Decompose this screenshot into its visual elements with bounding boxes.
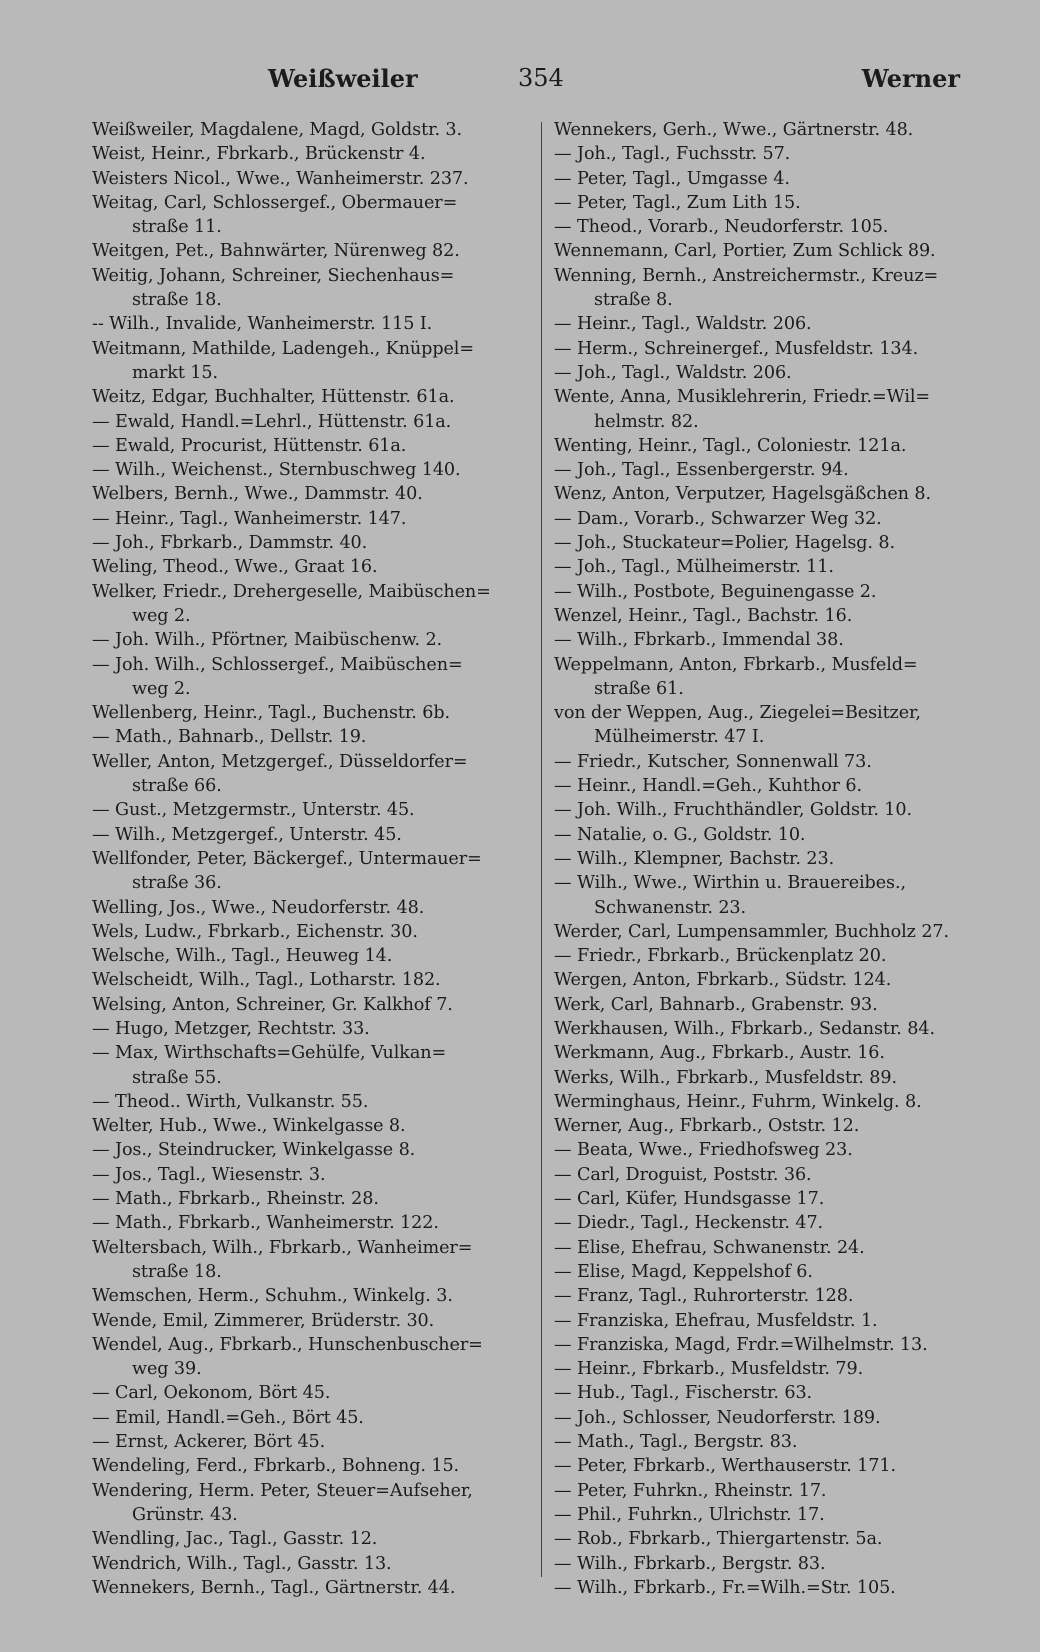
directory-entry-line: — Joh., Tagl., Fuchsstr. 57.	[554, 144, 791, 165]
directory-entry-line: — Elise, Magd, Keppelshof 6.	[554, 1261, 813, 1282]
directory-entry-line: von der Weppen, Aug., Ziegelei=Besitzer,	[554, 703, 921, 724]
directory-entry-line: — Natalie, o. G., Goldstr. 10.	[554, 824, 806, 845]
directory-entry-line: — Dam., Vorarb., Schwarzer Weg 32.	[554, 508, 882, 529]
directory-entry-line: Welker, Friedr., Drehergeselle, Maibüschen=	[92, 581, 491, 602]
directory-entry-line: — Phil., Fuhrkn., Ulrichstr. 17.	[554, 1504, 825, 1525]
directory-entry-line: — Joh. Wilh., Schlossergef., Maibüschen=	[92, 654, 463, 675]
directory-entry-line: Weppelmann, Anton, Fbrkarb., Musfeld=	[554, 654, 918, 675]
directory-entry-line: Weist, Heinr., Fbrkarb., Brückenstr 4.	[92, 144, 426, 165]
directory-entry-line: — Jos., Tagl., Wiesenstr. 3.	[92, 1164, 326, 1185]
directory-entry-line: — Math., Bahnarb., Dellstr. 19.	[92, 727, 367, 748]
directory-entry-line: — Heinr., Fbrkarb., Musfeldstr. 79.	[554, 1359, 864, 1380]
directory-entry-line: — Hugo, Metzger, Rechtstr. 33.	[92, 1018, 370, 1039]
header-left-keyword: Weißweiler	[268, 64, 418, 93]
directory-entry-line: Welsche, Wilh., Tagl., Heuweg 14.	[92, 946, 393, 967]
directory-entry-line: Welbers, Bernh., Wwe., Dammstr. 40.	[92, 484, 423, 505]
directory-entry-line: straße 18.	[132, 1261, 222, 1282]
directory-entry-line: Wendling, Jac., Tagl., Gasstr. 12.	[92, 1529, 378, 1550]
directory-entry-line: — Joh., Tagl., Waldstr. 206.	[554, 362, 792, 383]
directory-entry-line: — Wilh., Klempner, Bachstr. 23.	[554, 848, 835, 869]
directory-entry-line: straße 36.	[132, 873, 222, 894]
directory-entry-line: helmstr. 82.	[594, 411, 699, 432]
header-right-keyword: Werner	[861, 64, 960, 93]
directory-entry-line: Wennekers, Bernh., Tagl., Gärtnerstr. 44.	[92, 1577, 456, 1598]
directory-entry-line: — Peter, Fbrkarb., Werthauserstr. 171.	[554, 1456, 896, 1477]
directory-entry-line: — Wilh., Fbrkarb., Fr.=Wilh.=Str. 105.	[554, 1577, 896, 1598]
directory-entry-line: markt 15.	[132, 362, 218, 383]
directory-entry-line: Wenzel, Heinr., Tagl., Bachstr. 16.	[554, 605, 853, 626]
directory-entry-line: — Peter, Tagl., Umgasse 4.	[554, 168, 790, 189]
directory-entry-line: Wennekers, Gerh., Wwe., Gärtnerstr. 48.	[554, 120, 914, 140]
directory-entry-line: Schwanenstr. 23.	[594, 897, 747, 918]
directory-entry-line: Wende, Emil, Zimmerer, Brüderstr. 30.	[92, 1310, 435, 1331]
directory-entry-line: Werner, Aug., Fbrkarb., Oststr. 12.	[554, 1116, 860, 1137]
directory-entry-line: Wenting, Heinr., Tagl., Coloniestr. 121a.	[554, 435, 907, 456]
right-column	[554, 118, 984, 1600]
directory-entry-line: — Joh. Wilh., Pförtner, Maibüschenw. 2.	[92, 630, 443, 651]
directory-entry-line: Werks, Wilh., Fbrkarb., Musfeldstr. 89.	[554, 1067, 897, 1088]
directory-entry-line: Welsing, Anton, Schreiner, Gr. Kalkhof 7.	[92, 994, 453, 1015]
directory-entry-line: — Math., Tagl., Bergstr. 83.	[554, 1432, 798, 1453]
directory-entry-line: Wellenberg, Heinr., Tagl., Buchenstr. 6b.	[92, 703, 450, 724]
directory-entry-line: Mülheimerstr. 47 I.	[594, 727, 765, 748]
directory-entry-line: Weling, Theod., Wwe., Graat 16.	[92, 557, 378, 578]
directory-entry-line: — Joh. Wilh., Fruchthändler, Goldstr. 10.	[554, 800, 912, 821]
directory-entry-line: Weitmann, Mathilde, Ladengeh., Knüppel=	[92, 338, 474, 359]
directory-entry-line: Wellfonder, Peter, Bäckergef., Untermauer=	[92, 848, 482, 869]
directory-entry-line: — Gust., Metzgermstr., Unterstr. 45.	[92, 800, 415, 821]
directory-entry-line: weg 2.	[132, 678, 191, 699]
directory-entry-line: — Wilh., Metzgergef., Unterstr. 45.	[92, 824, 402, 845]
directory-entry-line: straße 61.	[594, 678, 684, 699]
directory-entry-line: Weitig, Johann, Schreiner, Siechenhaus=	[92, 265, 455, 286]
directory-entry-line: — Rob., Fbrkarb., Thiergartenstr. 5a.	[554, 1529, 883, 1550]
left-column	[92, 118, 518, 1600]
directory-entry-line: — Diedr., Tagl., Heckenstr. 47.	[554, 1213, 824, 1234]
directory-entry-line: Wendering, Herm. Peter, Steuer=Aufseher,	[92, 1480, 473, 1501]
directory-entry-line: — Wilh., Wwe., Wirthin u. Brauereibes.,	[554, 873, 906, 894]
directory-entry-line: — Peter, Tagl., Zum Lith 15.	[554, 192, 801, 213]
directory-entry-line: Wergen, Anton, Fbrkarb., Südstr. 124.	[554, 970, 892, 991]
directory-entry-line: Welscheidt, Wilh., Tagl., Lotharstr. 182.	[92, 970, 441, 991]
directory-entry-line: — Heinr., Tagl., Waldstr. 206.	[554, 314, 812, 335]
directory-entry-line: Werkhausen, Wilh., Fbrkarb., Sedanstr. 84.	[554, 1018, 935, 1039]
directory-entry-line: Weitgen, Pet., Bahnwärter, Nürenweg 82.	[92, 241, 460, 262]
directory-entry-line: — Friedr., Kutscher, Sonnenwall 73.	[554, 751, 872, 772]
directory-entry-line: — Franz, Tagl., Ruhrorterstr. 128.	[554, 1286, 854, 1307]
directory-entry-line: — Carl, Küfer, Hundsgasse 17.	[554, 1189, 825, 1210]
directory-entry-line: — Heinr., Handl.=Geh., Kuhthor 6.	[554, 776, 863, 797]
directory-entry-line: — Jos., Steindrucker, Winkelgasse 8.	[92, 1140, 416, 1161]
directory-entry-line: — Franziska, Ehefrau, Musfeldstr. 1.	[554, 1310, 878, 1331]
directory-entry-line: — Wilh., Fbrkarb., Immendal 38.	[554, 630, 844, 651]
directory-entry-line: Weißweiler, Magdalene, Magd, Goldstr. 3.	[92, 120, 463, 140]
directory-entry-line: Weltersbach, Wilh., Fbrkarb., Wanheimer=	[92, 1237, 473, 1258]
directory-entry-line: — Joh., Schlosser, Neudorferstr. 189.	[554, 1407, 881, 1428]
directory-entry-line: Weitz, Edgar, Buchhalter, Hüttenstr. 61a.	[92, 387, 455, 408]
directory-entry-line: — Joh., Fbrkarb., Dammstr. 40.	[92, 533, 368, 554]
directory-entry-line: Grünstr. 43.	[132, 1504, 238, 1525]
page-header	[88, 64, 970, 100]
directory-entry-line: Werkmann, Aug., Fbrkarb., Austr. 16.	[554, 1043, 885, 1064]
directory-entry-line: Werk, Carl, Bahnarb., Grabenstr. 93.	[554, 994, 878, 1015]
directory-entry-line: straße 55.	[132, 1067, 222, 1088]
directory-entry-line: Wels, Ludw., Fbrkarb., Eichenstr. 30.	[92, 921, 418, 942]
directory-entry-line: Wente, Anna, Musiklehrerin, Friedr.=Wil=	[554, 387, 931, 408]
directory-entry-line: straße 18.	[132, 290, 222, 311]
directory-entry-line: — Ernst, Ackerer, Bört 45.	[92, 1432, 326, 1453]
directory-entry-line: Weitag, Carl, Schlossergef., Obermauer=	[92, 192, 458, 213]
directory-entry-line: Wendel, Aug., Fbrkarb., Hunschenbuscher=	[92, 1334, 483, 1355]
directory-entry-line: — Heinr., Tagl., Wanheimerstr. 147.	[92, 508, 407, 529]
directory-entry-line: Wendeling, Ferd., Fbrkarb., Bohneng. 15.	[92, 1456, 460, 1477]
directory-entry-line: — Friedr., Fbrkarb., Brückenplatz 20.	[554, 946, 887, 967]
directory-entry-line: — Joh., Tagl., Mülheimerstr. 11.	[554, 557, 834, 578]
directory-entry-line: Welter, Hub., Wwe., Winkelgasse 8.	[92, 1116, 406, 1137]
directory-entry-line: straße 8.	[594, 290, 673, 311]
directory-entry-line: — Elise, Ehefrau, Schwanenstr. 24.	[554, 1237, 865, 1258]
directory-entry-line: weg 2.	[132, 605, 191, 626]
directory-entry-line: Wennemann, Carl, Portier, Zum Schlick 89.	[554, 241, 936, 262]
directory-entry-line: — Herm., Schreinergef., Musfeldstr. 134.	[554, 338, 919, 359]
directory-entry-line: — Math., Fbrkarb., Wanheimerstr. 122.	[92, 1213, 439, 1234]
directory-entry-line: — Hub., Tagl., Fischerstr. 63.	[554, 1383, 813, 1404]
column-divider	[541, 122, 542, 1577]
directory-entry-line: straße 11.	[132, 217, 222, 238]
directory-entry-line: Werminghaus, Heinr., Fuhrm, Winkelg. 8.	[554, 1091, 922, 1112]
directory-entry-line: — Emil, Handl.=Geh., Bört 45.	[92, 1407, 364, 1428]
directory-entry-line: — Carl, Oekonom, Bört 45.	[92, 1383, 331, 1404]
directory-entry-line: — Carl, Droguist, Poststr. 36.	[554, 1164, 812, 1185]
directory-entry-line: — Wilh., Postbote, Beguinengasse 2.	[554, 581, 877, 602]
directory-entry-line: — Peter, Fuhrkn., Rheinstr. 17.	[554, 1480, 827, 1501]
directory-entry-line: — Franziska, Magd, Frdr.=Wilhelmstr. 13.	[554, 1334, 928, 1355]
directory-entry-line: — Theod.. Wirth, Vulkanstr. 55.	[92, 1091, 369, 1112]
directory-entry-line: Wendrich, Wilh., Tagl., Gasstr. 13.	[92, 1553, 392, 1574]
directory-entry-line: — Joh., Stuckateur=Polier, Hagelsg. 8.	[554, 533, 896, 554]
directory-entry-line: — Beata, Wwe., Friedhofsweg 23.	[554, 1140, 853, 1161]
directory-entry-line: — Wilh., Weichenst., Sternbuschweg 140.	[92, 460, 461, 481]
directory-entry-line: Weller, Anton, Metzgergef., Düsseldorfer=	[92, 751, 468, 772]
directory-entry-line: — Wilh., Fbrkarb., Bergstr. 83.	[554, 1553, 826, 1574]
directory-entry-line: — Ewald, Procurist, Hüttenstr. 61a.	[92, 435, 407, 456]
directory-entry-line: Wenz, Anton, Verputzer, Hagelsgäßchen 8.	[554, 484, 931, 505]
directory-entry-line: — Max, Wirthschafts=Gehülfe, Vulkan=	[92, 1043, 447, 1064]
directory-entry-line: — Theod., Vorarb., Neudorferstr. 105.	[554, 217, 889, 238]
directory-entry-line: Welling, Jos., Wwe., Neudorferstr. 48.	[92, 897, 425, 918]
directory-entry-line: weg 39.	[132, 1359, 202, 1380]
directory-entry-line: — Math., Fbrkarb., Rheinstr. 28.	[92, 1189, 379, 1210]
directory-entry-line: -- Wilh., Invalide, Wanheimerstr. 115 I.	[92, 314, 433, 335]
directory-entry-line: — Ewald, Handl.=Lehrl., Hüttenstr. 61a.	[92, 411, 452, 432]
directory-entry-line: straße 66.	[132, 776, 222, 797]
directory-entry-line: Wemschen, Herm., Schuhm., Winkelg. 3.	[92, 1286, 453, 1307]
directory-entry-line: — Joh., Tagl., Essenbergerstr. 94.	[554, 460, 849, 481]
page-number: 354	[518, 64, 564, 92]
directory-entry-line: Wenning, Bernh., Anstreichermstr., Kreuz=	[554, 265, 939, 286]
directory-entry-line: Weisters Nicol., Wwe., Wanheimerstr. 237.	[92, 168, 469, 189]
directory-entry-line: Werder, Carl, Lumpensammler, Buchholz 27.	[554, 921, 950, 942]
